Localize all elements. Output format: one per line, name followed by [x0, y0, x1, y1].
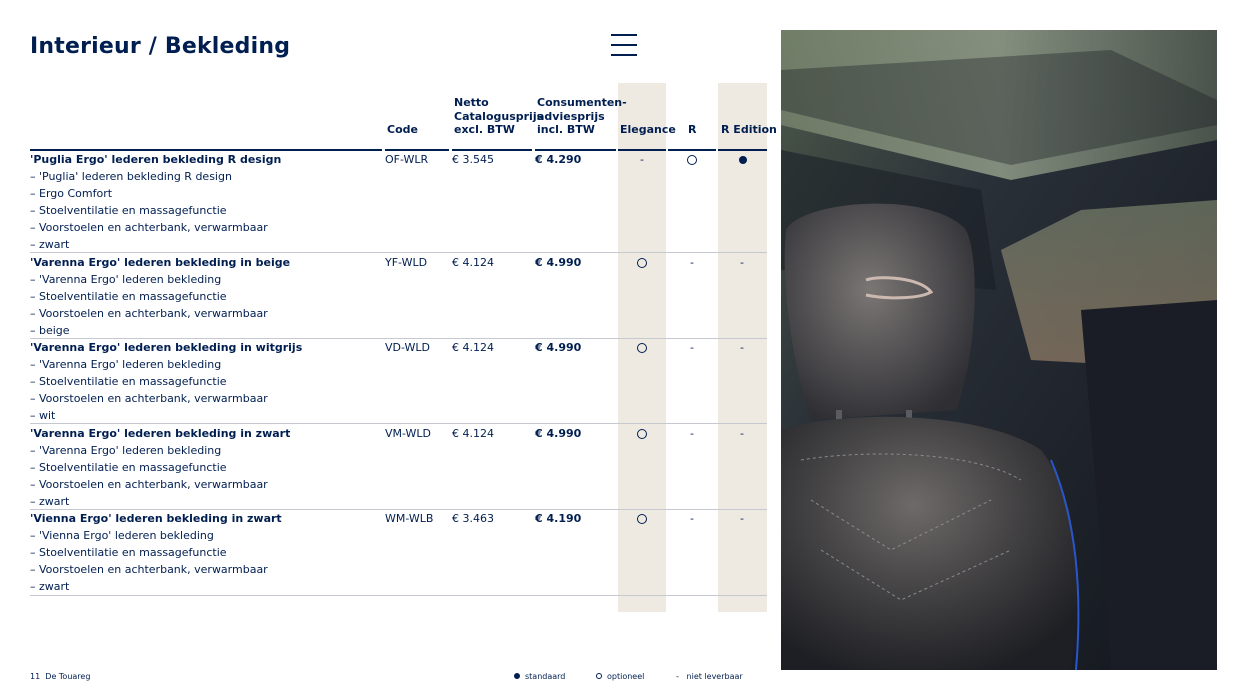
option-detail: – Voorstoelen en achterbank, verwarmbaar — [30, 221, 268, 234]
legend-standaard — [514, 672, 565, 681]
header-rule-elegance — [618, 149, 666, 151]
unavailable-dash: - — [740, 427, 744, 440]
header-rule-consument — [535, 149, 616, 151]
option-detail: – Voorstoelen en achterbank, verwarmbaar — [30, 392, 268, 405]
header-consument-line3: incl. BTW — [537, 123, 595, 136]
optional-circle-icon — [687, 155, 697, 165]
consumer-price: € 4.290 — [535, 153, 582, 166]
filled-circle-icon — [514, 673, 520, 679]
legend-optioneel — [596, 672, 644, 681]
table-row-description — [30, 254, 290, 339]
netto-price: € 4.124 — [452, 427, 494, 440]
unavailable-dash: - — [740, 341, 744, 354]
unavailable-dash: - — [690, 427, 694, 440]
unavailable-dash: - — [740, 512, 744, 525]
unavailable-dash: - — [740, 256, 744, 269]
header-netto — [454, 96, 543, 137]
option-detail: – 'Varenna Ergo' lederen bekleding — [30, 358, 222, 371]
open-circle-icon — [596, 673, 602, 679]
header-consument-line2: adviesprijs — [537, 109, 605, 123]
option-code: VM-WLD — [385, 427, 432, 440]
header-netto-line1: Netto — [454, 96, 489, 109]
table-row-description — [30, 510, 282, 595]
unavailable-dash: - — [640, 153, 644, 166]
option-detail: – Stoelventilatie en massagefunctie — [30, 290, 227, 303]
header-rule-r — [668, 149, 716, 151]
header-r: R — [688, 123, 697, 136]
option-detail: – Voorstoelen en achterbank, verwarmbaar — [30, 563, 268, 576]
table-row-description — [30, 425, 290, 510]
option-code: WM-WLB — [385, 512, 434, 525]
legend-optioneel-label: optioneel — [607, 672, 645, 681]
option-name: 'Vienna Ergo' lederen bekleding in zwart — [30, 512, 282, 525]
row-separator — [30, 252, 767, 253]
header-consument-line1: Consumenten- — [537, 96, 627, 109]
option-detail: – Ergo Comfort — [30, 187, 113, 200]
row-separator — [30, 423, 767, 424]
page-number: 11 — [30, 672, 41, 681]
unavailable-dash: - — [690, 341, 694, 354]
header-rule-netto — [452, 149, 532, 151]
optional-circle-icon — [637, 429, 647, 439]
option-detail: – 'Vienna Ergo' lederen bekleding — [30, 529, 214, 542]
header-rule-r-edition — [718, 149, 767, 151]
option-detail: – wit — [30, 409, 56, 422]
consumer-price: € 4.190 — [535, 512, 582, 525]
unavailable-dash: - — [690, 512, 694, 525]
consumer-price: € 4.990 — [535, 341, 582, 354]
header-elegance: Elegance — [620, 123, 676, 136]
option-detail: – 'Varenna Ergo' lederen bekleding — [30, 273, 222, 286]
netto-price: € 3.463 — [452, 512, 494, 525]
consumer-price: € 4.990 — [535, 427, 582, 440]
option-detail: – zwart — [30, 580, 70, 593]
option-code: OF-WLR — [385, 153, 429, 166]
header-rule-code — [385, 149, 449, 151]
option-detail: – Stoelventilatie en massagefunctie — [30, 461, 227, 474]
optional-circle-icon — [637, 343, 647, 353]
netto-price: € 3.545 — [452, 153, 494, 166]
option-code: VD-WLD — [385, 341, 430, 354]
header-code: Code — [387, 123, 418, 136]
option-detail: – Voorstoelen en achterbank, verwarmbaar — [30, 307, 268, 320]
option-code: YF-WLD — [385, 256, 428, 269]
interior-seat-photo — [781, 30, 1217, 670]
option-detail: – Stoelventilatie en massagefunctie — [30, 204, 227, 217]
header-r-edition: R Edition — [721, 123, 777, 136]
table-row-description — [30, 339, 302, 424]
option-name: 'Puglia Ergo' lederen bekleding R design — [30, 153, 282, 166]
option-detail: – zwart — [30, 495, 70, 508]
option-detail: – Stoelventilatie en massagefunctie — [30, 375, 227, 388]
row-separator — [30, 595, 767, 596]
dash-icon: - — [676, 672, 679, 681]
option-detail: – Stoelventilatie en massagefunctie — [30, 546, 227, 559]
optional-circle-icon — [637, 258, 647, 268]
consumer-price: € 4.990 — [535, 256, 582, 269]
standard-circle-icon — [739, 156, 747, 164]
option-detail: – 'Varenna Ergo' lederen bekleding — [30, 444, 222, 457]
option-name: 'Varenna Ergo' lederen bekleding in beige — [30, 256, 291, 269]
option-name: 'Varenna Ergo' lederen bekleding in zwart — [30, 427, 291, 440]
table-row-description — [30, 151, 281, 253]
header-consument — [537, 96, 627, 137]
netto-price: € 4.124 — [452, 341, 494, 354]
legend-niet-leverbaar — [676, 672, 743, 681]
page-title: Interieur / Bekleding — [30, 34, 291, 59]
footer-page-info — [30, 672, 90, 681]
optional-circle-icon — [637, 514, 647, 524]
option-detail: – zwart — [30, 238, 70, 251]
option-detail: – beige — [30, 324, 70, 337]
option-detail: – Voorstoelen en achterbank, verwarmbaar — [30, 478, 268, 491]
netto-price: € 4.124 — [452, 256, 494, 269]
option-name: 'Varenna Ergo' lederen bekleding in witgrijs — [30, 341, 303, 354]
header-netto-line2: Catalogusprijs — [454, 109, 544, 123]
hamburger-menu-icon[interactable] — [611, 34, 637, 56]
document-name: De Touareg — [45, 672, 91, 681]
legend-standaard-label: standaard — [525, 672, 566, 681]
legend-niet-leverbaar-label: niet leverbaar — [686, 672, 743, 681]
unavailable-dash: - — [690, 256, 694, 269]
option-detail: – 'Puglia' lederen bekleding R design — [30, 170, 232, 183]
header-netto-line3: excl. BTW — [454, 123, 515, 136]
